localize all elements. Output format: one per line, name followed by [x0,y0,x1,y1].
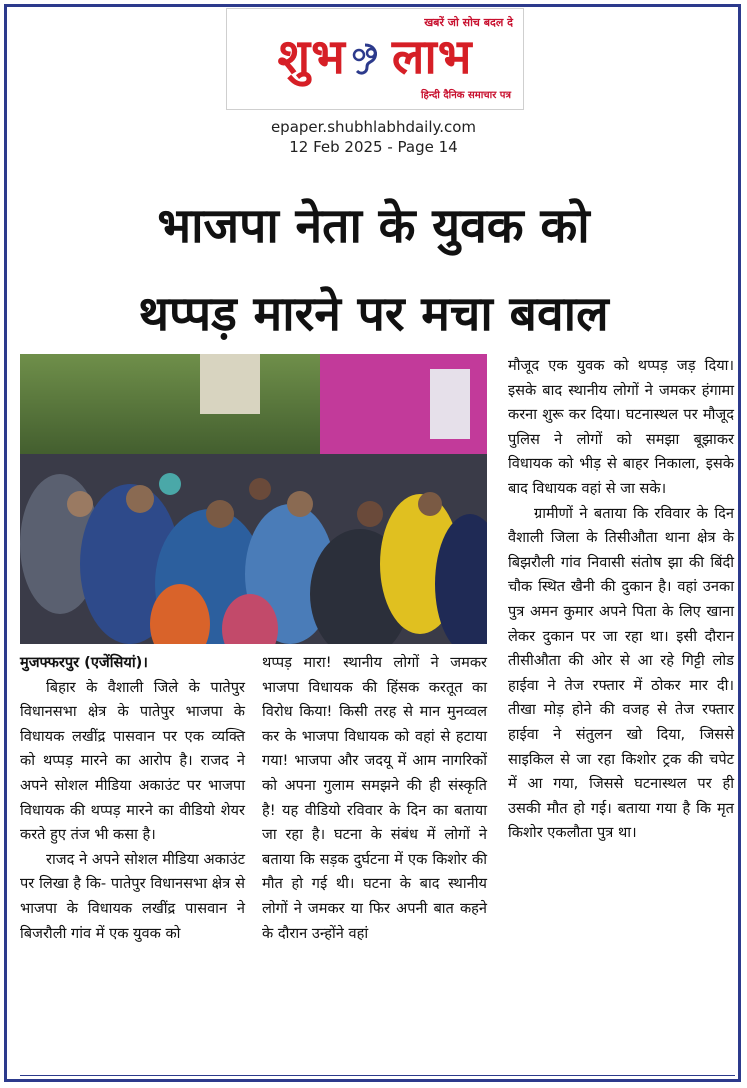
article-column-2 [262,651,487,946]
epaper-url[interactable]: epaper.shubhlabhdaily.com [270,118,477,136]
footer-rule [20,1075,735,1076]
article-paragraph: ग्रामीणों ने बताया कि रविवार के दिन वैशाली जिला के तिसीऔता थाना क्षेत्र के बिझरौली गांव निवासी संतोष झा की बिंदी चौक स्थित खैनी की दुकान है। वहां उनका पुत्र अमन कुमार अपने पिता के लिए खाना लेकर दुकान पर जा रहा था। इसी दौरान तीसीऔता की ओर से आ रहे गिट्टी लोड हाईवा ने तेज रफ्तार में ठोकर मार दी। तीखा मोड़ होने की वजह से तेज रफ्तार हाईवा ने संतुलन खो दिया, जिससे साइकिल से जा रहा किशोर ट्रक की चपेट में आ गया, जिससे घटनास्थल पर ही उसकी मौत हो गई। बताया गया है कि मृत किशोर एकलौता पुत्र था। [508,504,734,842]
edition-date-page: 12 Feb 2025 - Page 14 [289,138,458,156]
masthead-tagline: खबरें जो सोच बदल दे [424,16,513,29]
ganesh-emblem-icon [345,39,385,79]
masthead-logo [226,8,524,110]
article-paragraph: थप्पड़ मारा! स्थानीय लोगों ने जमकर भाजपा विधायक की हिंसक करतूत का विरोध किया! किसी तरह से मान मुनव्वल कर के भाजपा विधायक को वहां से हटाया गया! भाजपा और जदयू में आम नागरिकों को अपना गुलाम समझने की ही संस्कृति है! यह वीडियो रविवार के दिन का बताया जा रहा है। घटना के संबंध में लोगों ने बताया कि सड़क दुर्घटना में एक किशोर की मौत हो गई थी। घटना के बाद स्थानीय लोगों ने जमकर या फिर अपनी बात कहने के दौरान उन्होंने वहां [262,654,487,942]
masthead-name-left: शुभ [277,29,346,85]
headline-line-2: थप्पड़ मारने पर मचा बवाल [138,286,609,342]
article-paragraph: बिहार के वैशाली जिले के पातेपुर विधानसभा क्षेत्र के पातेपुर भाजपा के विधायक लखींद्र पासवान पर एक व्यक्ति को थप्पड़ मारने का आरोप है। राजद ने अपने सोशल मीडिया अकाउंट पर भाजपा विधायक की थप्पड़ मारने का वीडियो शेयर करते हुए तंज भी कसा है। [20,678,245,844]
article-paragraph: राजद ने अपने सोशल मीडिया अकाउंट पर लिखा है कि- पातेपुर विधानसभा क्षेत्र से भाजपा के विधायक लखींद्र पासवान ने बिजरौली गांव में एक युवक को [20,850,245,942]
article-dateline: मुजफ्फरपुर (एजेंसियां)। [20,654,148,671]
headline-line-1: भाजपा नेता के युवक को [157,198,590,254]
masthead-name-right: लाभ [391,29,473,85]
article-paragraph: मौजूद एक युवक को थप्पड़ जड़ दिया। इसके बाद स्थानीय लोगों ने जमकर हंगामा करना शुरू कर दिया। घटनास्थल पर मौजूद पुलिस ने लोगों को समझा बूझाकर विधायक को भीड़ से बाहर निकाला, इसके बाद विधायक वहां से जा सके। [508,357,734,497]
article-column-1 [20,651,245,946]
article-column-3 [508,354,734,846]
news-photo-crowd [20,354,487,644]
masthead-subtitle: हिन्दी दैनिक समाचार पत्र [420,90,511,101]
